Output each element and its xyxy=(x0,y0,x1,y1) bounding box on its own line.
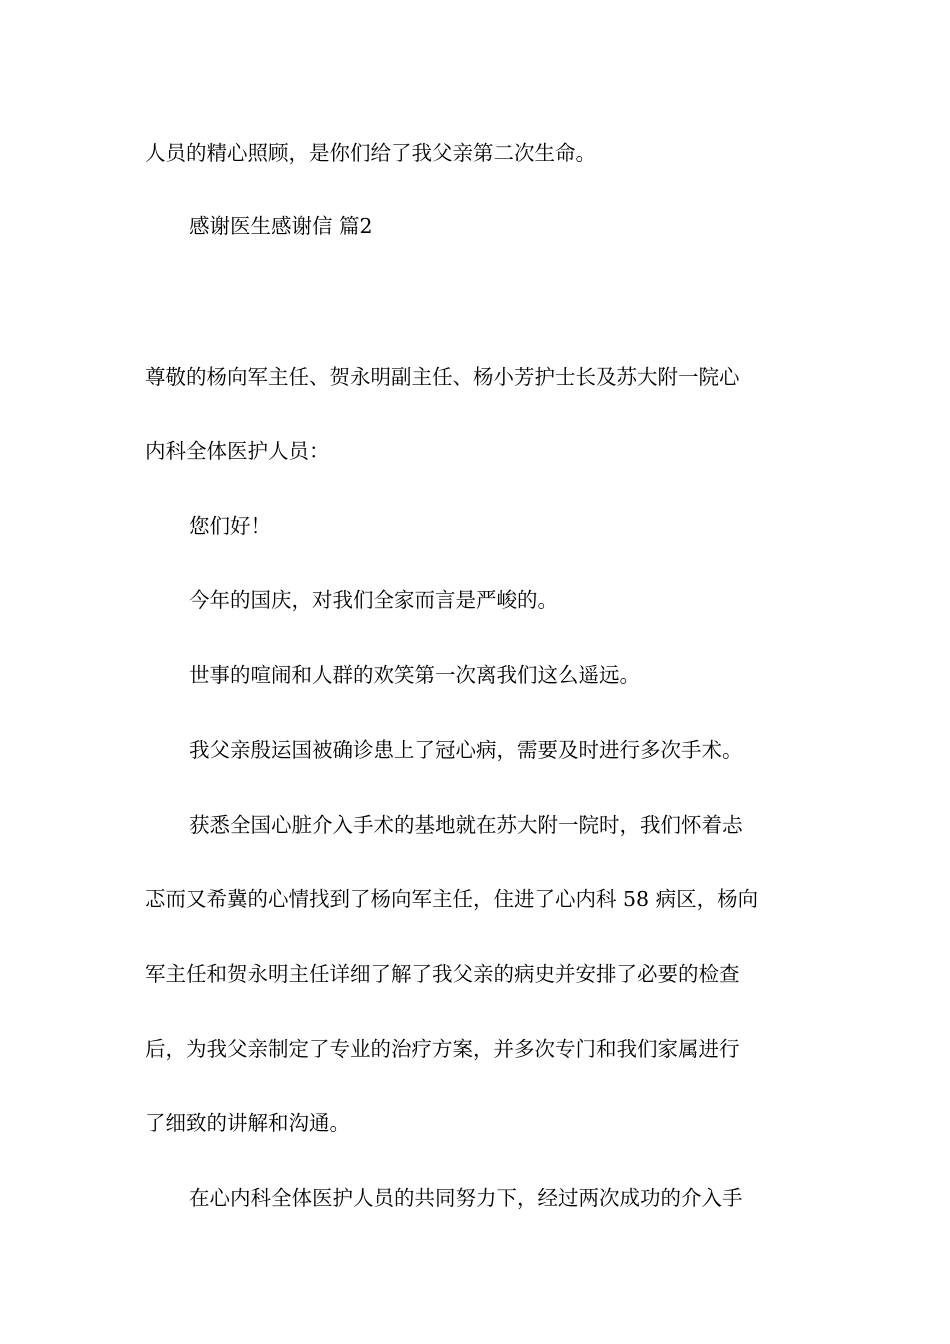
section-heading: 感谢医生感谢信 篇2 xyxy=(189,214,373,238)
body-text-line: 后，为我父亲制定了专业的治疗方案，并多次专门和我们家属进行 xyxy=(145,1037,740,1061)
greeting-line: 您们好！ xyxy=(189,514,271,538)
body-text-line: 世事的喧闹和人群的欢笑第一次离我们这么遥远。 xyxy=(189,663,640,687)
body-text-line: 忑而又希冀的心情找到了杨向军主任，住进了心内科 58 病区，杨向 xyxy=(145,887,759,911)
body-text-line: 获悉全国心脏介入手术的基地就在苏大附一院时，我们怀着忐 xyxy=(189,813,743,837)
salutation-line: 尊敬的杨向军主任、贺永明副主任、杨小芳护士长及苏大附一院心 xyxy=(145,365,740,389)
body-text-line: 人员的精心照顾，是你们给了我父亲第二次生命。 xyxy=(145,141,596,165)
body-text-line: 今年的国庆，对我们全家而言是严峻的。 xyxy=(189,588,558,612)
body-text-line: 军主任和贺永明主任详细了解了我父亲的病史并安排了必要的检查 xyxy=(145,962,740,986)
body-text-line: 我父亲殷运国被确诊患上了冠心病，需要及时进行多次手术。 xyxy=(189,738,743,762)
salutation-line: 内科全体医护人员： xyxy=(145,439,330,463)
body-text-line: 在心内科全体医护人员的共同努力下，经过两次成功的介入手 xyxy=(189,1186,743,1210)
body-text-line: 了细致的讲解和沟通。 xyxy=(145,1111,350,1135)
